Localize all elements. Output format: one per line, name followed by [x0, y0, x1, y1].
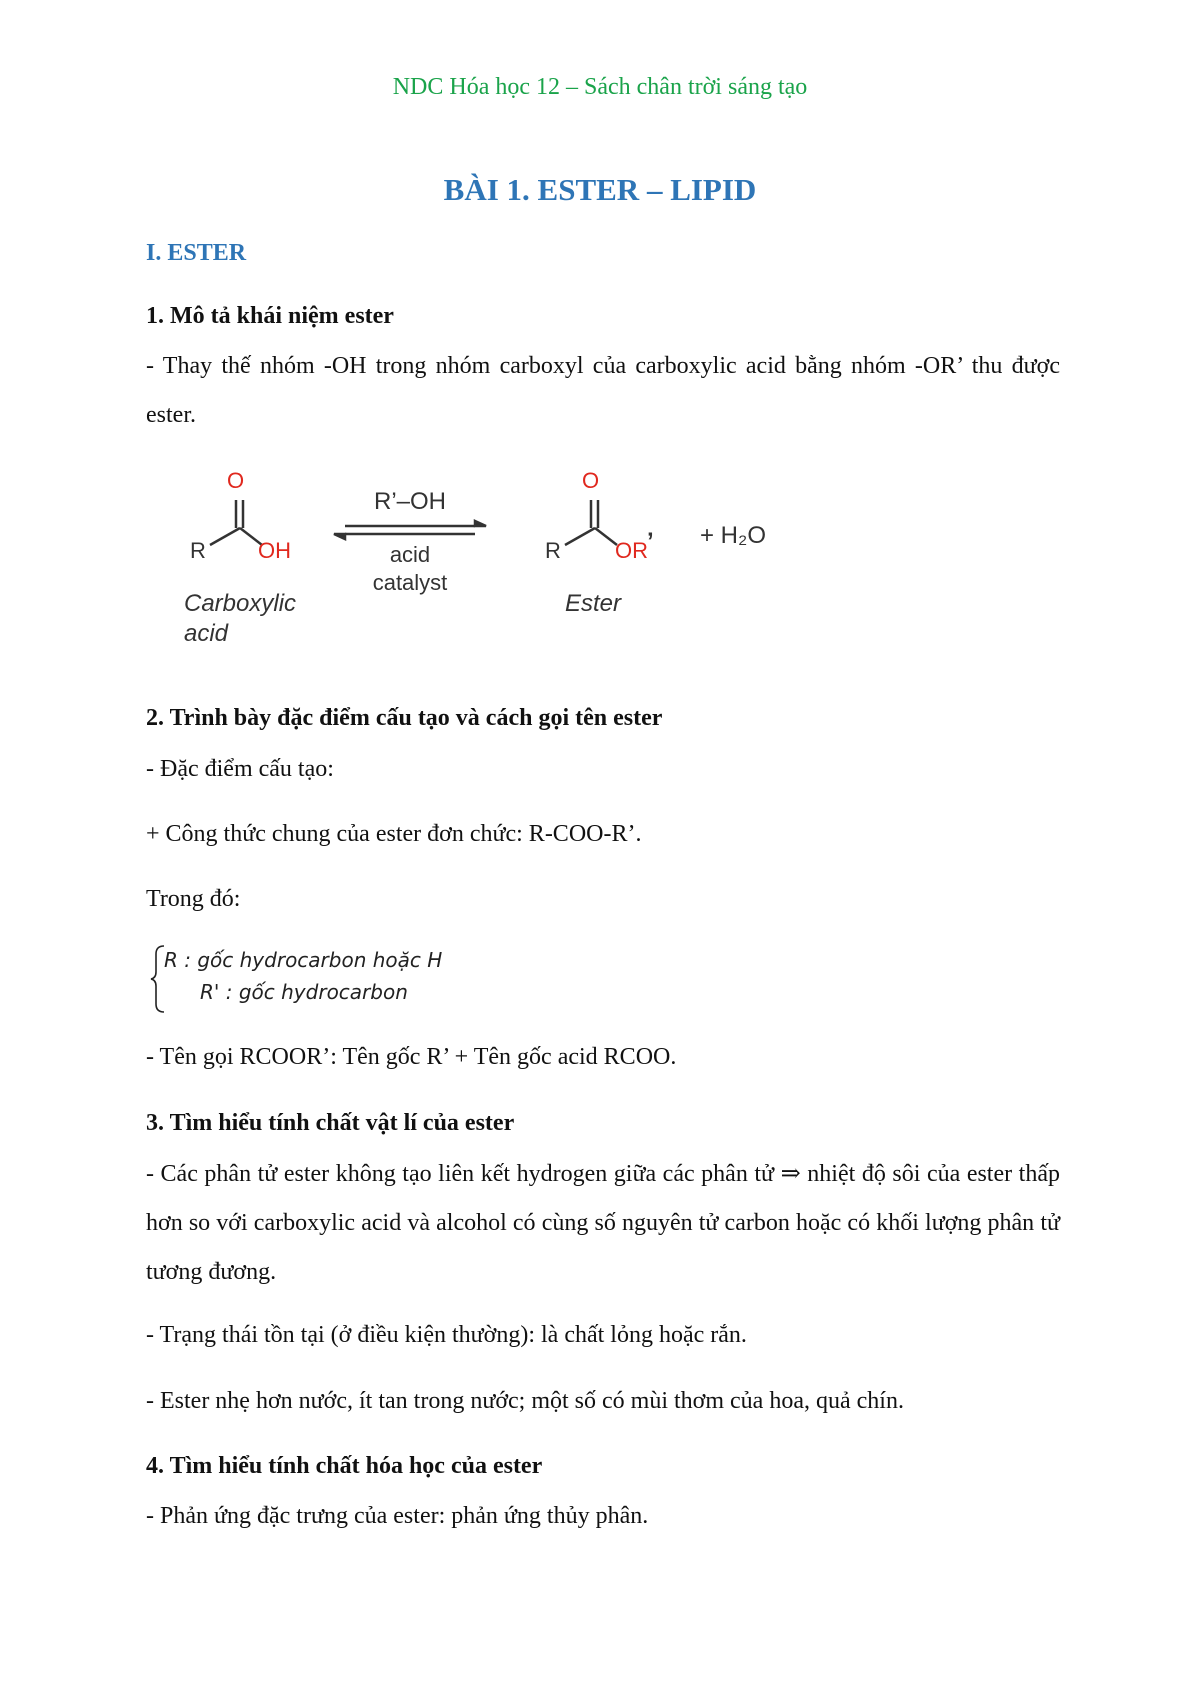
section-heading-ester: I. ESTER: [146, 240, 247, 266]
ester-skeleton: [565, 500, 617, 545]
ester-prime-mark: ’: [647, 528, 654, 555]
ester-carbonyl-oxygen: O: [582, 468, 600, 493]
label-acid: acid: [184, 620, 229, 647]
brace-line-r: R : gốc hydrocarbon hoặc H: [164, 948, 443, 972]
equilibrium-arrow: [334, 521, 486, 539]
physical-paragraph-3: - Ester nhẹ hơn nước, ít tan trong nước; một số có mùi thơm của hoa, quả chín.: [146, 1388, 904, 1414]
label-carboxylic: Carboxylic: [184, 590, 297, 617]
general-formula: + Công thức chung của ester đơn chức: R-COO-R’.: [146, 821, 642, 847]
subheading-structure: 2. Trình bày đặc điểm cấu tạo và cách gọi tên ester: [146, 705, 663, 731]
subheading-physical: 3. Tìm hiểu tính chất vật lí của ester: [146, 1110, 515, 1136]
label-ester: Ester: [565, 590, 622, 617]
esterification-scheme: [170, 470, 810, 660]
brace-line-r-prime: R' : gốc hydrocarbon: [200, 980, 408, 1004]
carboxylic-acid-skeleton: [210, 500, 262, 545]
ester-alkoxy: OR: [615, 538, 648, 563]
ester-r-group: R: [545, 538, 561, 563]
running-header: NDC Hóa học 12 – Sách chân trời sáng tạo: [392, 74, 808, 100]
physical-paragraph-2: - Trạng thái tồn tại (ở điều kiện thường): là chất lỏng hoặc rắn.: [146, 1322, 747, 1348]
structure-intro: - Đặc điểm cấu tạo:: [146, 756, 334, 782]
formula-brace: [150, 944, 550, 1014]
acid-carbonyl-oxygen: O: [227, 468, 245, 493]
condition-acid: acid: [389, 542, 431, 567]
condition-catalyst: catalyst: [372, 570, 448, 595]
reaction-drawing: [170, 470, 810, 660]
acid-r-group: R: [190, 538, 206, 563]
concept-paragraph: - Thay thế nhóm -OH trong nhóm carboxyl của carboxylic acid bằng nhóm -OR’ thu được ester.: [146, 353, 1060, 428]
reagent-alcohol: R’–OH: [373, 488, 446, 515]
chemical-paragraph: - Phản ứng đặc trưng của ester: phản ứng thủy phân.: [146, 1503, 649, 1529]
water-byproduct: + H₂O: [700, 522, 766, 549]
acid-hydroxyl: OH: [258, 538, 291, 563]
where-label: Trong đó:: [146, 886, 241, 912]
subheading-chemical: 4. Tìm hiểu tính chất hóa học của ester: [146, 1453, 543, 1479]
physical-paragraph-1: - Các phân tử ester không tạo liên kết hydrogen giữa các phân tử ⇒ nhiệt độ sôi của ester thấp hơn so với carboxylic acid và alcohol có cùng số nguyên tử carbon hoặc có khối lượng phân tử tương đương.: [146, 1161, 1060, 1285]
subheading-concept: 1. Mô tả khái niệm ester: [146, 303, 394, 329]
lesson-title: BÀI 1. ESTER – LIPID: [443, 172, 757, 207]
naming-rule: - Tên gọi RCOOR’: Tên gốc R’ + Tên gốc acid RCOO.: [146, 1044, 677, 1070]
